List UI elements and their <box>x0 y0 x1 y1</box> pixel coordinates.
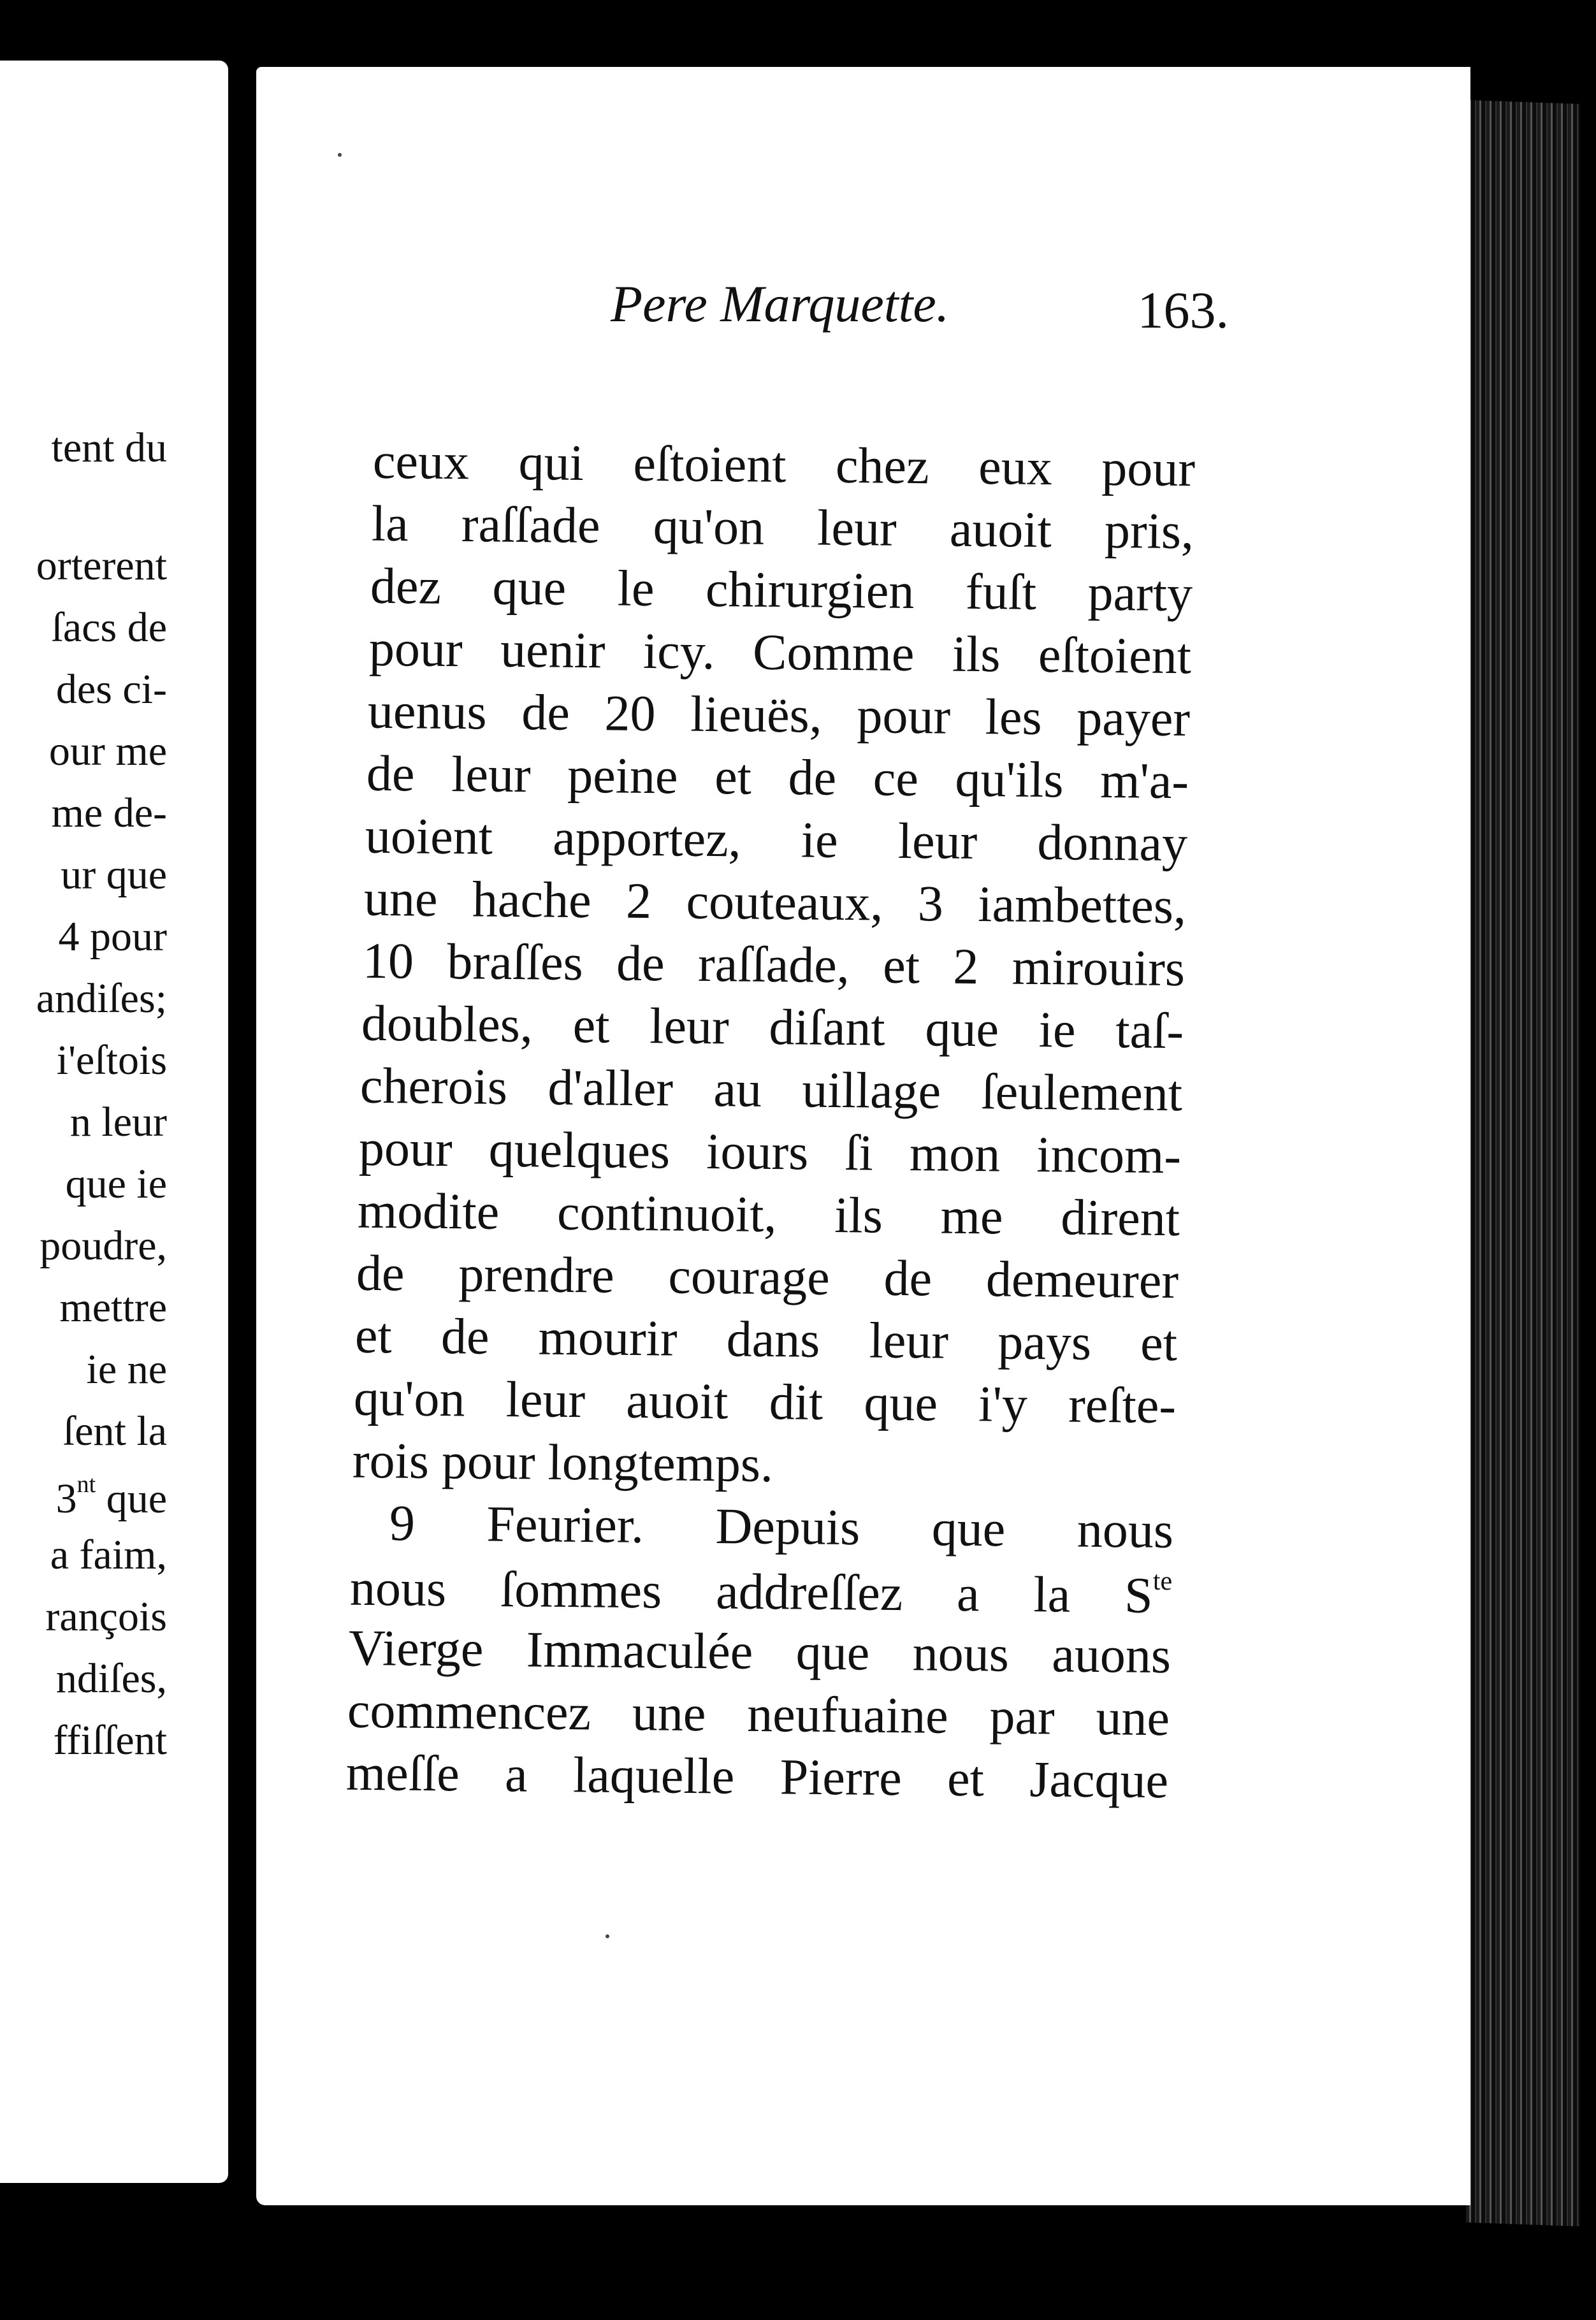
left-page-line: 4 pour <box>58 913 167 960</box>
left-page-line: poudre, <box>40 1222 167 1269</box>
text-line: Vierge Immaculée que nous auons <box>348 1620 1172 1685</box>
left-page-line: a faim, <box>50 1532 167 1578</box>
page-edge <box>1466 100 1579 2226</box>
left-page-line: orterent <box>36 542 167 589</box>
running-header <box>356 274 1229 344</box>
running-title: Pere Marquette. <box>611 275 950 333</box>
previous-page <box>0 61 228 2183</box>
left-page-line: our me <box>48 728 167 774</box>
left-page-line: ſent la <box>62 1408 167 1454</box>
left-page-line: ndiſes, <box>55 1655 167 1702</box>
text-line: uenus de 20 lieuës, pour les payer <box>367 683 1191 748</box>
text-line: dez que le chirurgien fuſt party <box>370 558 1193 623</box>
text-line: pour quelques iours ſi mon incom- <box>358 1120 1182 1185</box>
text-line: uoient apportez, ie leur donnay <box>365 808 1188 873</box>
left-page-line: tent du <box>51 424 167 471</box>
ink-speck <box>338 153 342 157</box>
text-line: nous ſommes addreſſez a la $S^{te}$ <box>349 1560 1173 1624</box>
text-line: rois pour longtemps. <box>352 1432 774 1493</box>
left-page-line: andiſes; <box>36 975 167 1022</box>
left-page-line: ie ne <box>86 1346 167 1393</box>
left-page-line: ſacs de <box>51 604 167 651</box>
left-page-line: mettre <box>59 1284 167 1331</box>
text-line: et de mourir dans leur pays et <box>354 1307 1178 1372</box>
text-line: modite continuoit, ils me dirent <box>357 1182 1180 1247</box>
left-page-line: ur que <box>61 852 167 898</box>
left-page-line: me de- <box>51 790 167 836</box>
text-line: cherois d'aller au uillage ſeulement <box>359 1057 1183 1122</box>
text-line: doubles, et leur diſant que ie taſ- <box>361 995 1184 1060</box>
text-line: qu'on leur auoit dit que i'y reſte- <box>353 1370 1177 1435</box>
text-line: pour uenir icy. Comme ils eſtoient <box>368 620 1192 685</box>
left-page-line: des ci- <box>55 666 167 713</box>
text-line: de leur peine et de ce qu'ils m'a- <box>366 745 1189 810</box>
text-line: une hache 2 couteaux, 3 iambettes, <box>363 870 1187 935</box>
left-page-line: que ie <box>65 1161 167 1207</box>
text-line: 10 braſſes de raſſade, et 2 mirouirs <box>362 932 1186 997</box>
left-page-line: i'eſtois <box>56 1037 167 1084</box>
text-line: 9 Feurier. Depuis que nous <box>389 1495 1174 1559</box>
text-line: commencez une neufuaine par une <box>347 1682 1170 1747</box>
text-line: de prendre courage de demeurer <box>356 1245 1179 1310</box>
page-number: 163. <box>1137 281 1229 339</box>
ink-speck <box>606 1934 609 1938</box>
text-line: meſſe a laquelle Pierre et Jacque <box>345 1744 1169 1809</box>
left-page-line: ffiſſent <box>53 1717 167 1764</box>
left-page-line: $3^{nt}$ que <box>55 1471 167 1522</box>
text-line: ceux qui eſtoient chez eux pour <box>372 433 1196 498</box>
text-line: la raſſade qu'on leur auoit pris, <box>371 495 1194 560</box>
left-page-line: rançois <box>45 1593 167 1640</box>
left-page-line: n leur <box>69 1099 167 1145</box>
